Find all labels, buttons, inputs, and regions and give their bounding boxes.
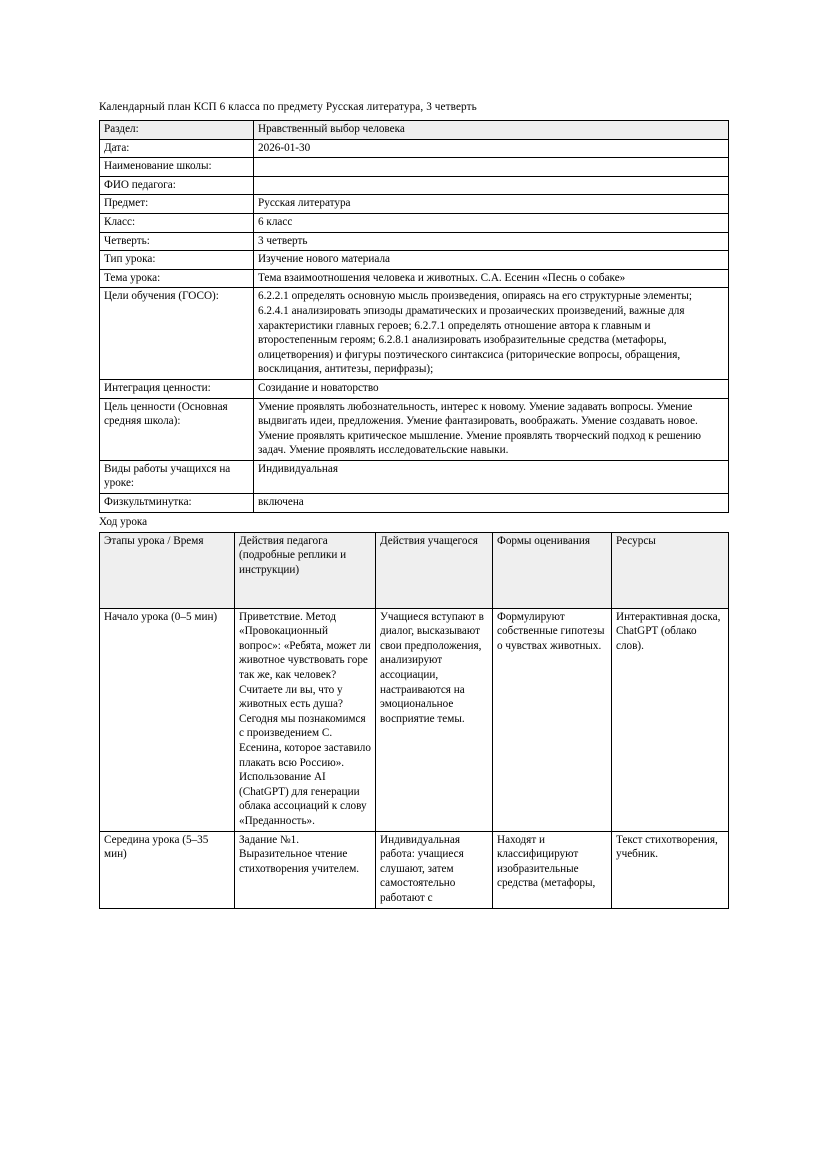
table-row	[100, 139, 729, 158]
cell-student-actions: Учащиеся вступают в диалог, высказывают свои предположения, анализируют ассоциации, настраиваются на эмоциональное восприятие темы.	[376, 608, 493, 831]
info-value: включена	[254, 494, 729, 513]
column-header-resources: Ресурсы	[612, 532, 729, 608]
cell-resources: Интерактивная доска, ChatGPT (облако слов).	[612, 608, 729, 831]
table-row	[100, 195, 729, 214]
table-row	[100, 460, 729, 493]
table-row	[100, 269, 729, 288]
info-value: 6.2.2.1 определять основную мысль произведения, опираясь на его структурные элементы; 6.2.4.1 анализировать эпизоды драматических и прозаических произведений, важные для характеристики главных героев; 6.2.7.1 определять отношение автора к главным и второстепенным героям; 6.2.8.1 анализировать изобразительные средства (метафоры, олицетворения) и фигуры поэтического синтаксиса (риторические вопросы, обращения, восклицания, антитезы, перифразы);	[254, 288, 729, 380]
cell-resources: Текст стихотворения, учебник.	[612, 831, 729, 908]
table-row	[100, 379, 729, 398]
table-row	[100, 288, 729, 380]
page-title: Календарный план КСП 6 класса по предмету Русская литература, 3 четверть	[99, 101, 477, 113]
column-header-assessment-forms: Формы оценивания	[493, 532, 612, 608]
column-header-teacher-actions: Действия педагога (подробные реплики и инструкции)	[235, 532, 376, 608]
info-value	[254, 158, 729, 177]
info-label: Тема урока:	[100, 269, 254, 288]
info-value: Нравственный выбор человека	[254, 121, 729, 140]
info-label: Класс:	[100, 213, 254, 232]
info-value: Изучение нового материала	[254, 251, 729, 270]
cell-stage: Начало урока (0–5 мин)	[100, 608, 235, 831]
info-label: Цель ценности (Основная средняя школа):	[100, 398, 254, 460]
info-label: Тип урока:	[100, 251, 254, 270]
info-label: Наименование школы:	[100, 158, 254, 177]
info-value: 3 четверть	[254, 232, 729, 251]
table-header-row	[100, 532, 729, 608]
column-header-student-actions: Действия учащегося	[376, 532, 493, 608]
column-header-stage: Этапы урока / Время	[100, 532, 235, 608]
info-label: Физкультминутка:	[100, 494, 254, 513]
cell-stage: Середина урока (5–35 мин)	[100, 831, 235, 908]
flow-section-caption: Ход урока	[99, 515, 148, 528]
cell-teacher-actions: Задание №1. Выразительное чтение стихотворения учителем.	[235, 831, 376, 908]
cell-teacher-actions: Приветствие. Метод «Провокационный вопрос»: «Ребята, может ли животное чувствовать горе так же, как человек? Считаете ли вы, что у животных есть душа? Сегодня мы познакомимся с произведением С. Есенина, которое заставило плакать всю Россию». Использование AI (ChatGPT) для генерации облака ассоциаций к слову «Преданность».	[235, 608, 376, 831]
table-row	[100, 158, 729, 177]
cell-assessment-forms: Формулируют собственные гипотезы о чувствах животных.	[493, 608, 612, 831]
info-label: Виды работы учащихся на уроке:	[100, 460, 254, 493]
info-label: Интеграция ценности:	[100, 379, 254, 398]
info-value: Тема взаимоотношения человека и животных. С.А. Есенин «Песнь о собаке»	[254, 269, 729, 288]
info-label: Раздел:	[100, 121, 254, 140]
info-label: Четверть:	[100, 232, 254, 251]
info-label: Цели обучения (ГОСО):	[100, 288, 254, 380]
lesson-info-table	[99, 120, 729, 513]
table-row	[100, 398, 729, 460]
lesson-info-body	[100, 121, 729, 513]
info-value: 2026-01-30	[254, 139, 729, 158]
info-value: Индивидуальная	[254, 460, 729, 493]
info-value: Созидание и новаторство	[254, 379, 729, 398]
lesson-flow-body	[100, 608, 729, 908]
lesson-flow-header	[100, 532, 729, 608]
cell-student-actions: Индивидуальная работа: учащиеся слушают, затем самостоятельно работают с	[376, 831, 493, 908]
table-row	[100, 213, 729, 232]
table-row	[100, 251, 729, 270]
info-label: Дата:	[100, 139, 254, 158]
info-label: ФИО педагога:	[100, 176, 254, 195]
table-row	[100, 176, 729, 195]
table-row	[100, 232, 729, 251]
table-row	[100, 494, 729, 513]
table-row	[100, 831, 729, 908]
info-label: Предмет:	[100, 195, 254, 214]
table-row	[100, 608, 729, 831]
table-row	[100, 121, 729, 140]
info-value: 6 класс	[254, 213, 729, 232]
info-value: Умение проявлять любознательность, интерес к новому. Умение задавать вопросы. Умение выдвигать идеи, предложения. Умение фантазировать, воображать. Умение создавать новое. Умение проявлять критическое мышление. Умение проявлять творческий подход к решению задач. Умение проявлять исследовательские навыки.	[254, 398, 729, 460]
info-value: Русская литература	[254, 195, 729, 214]
cell-assessment-forms: Находят и классифицируют изобразительные средства (метафоры,	[493, 831, 612, 908]
lesson-flow-table	[99, 532, 729, 909]
info-value	[254, 176, 729, 195]
